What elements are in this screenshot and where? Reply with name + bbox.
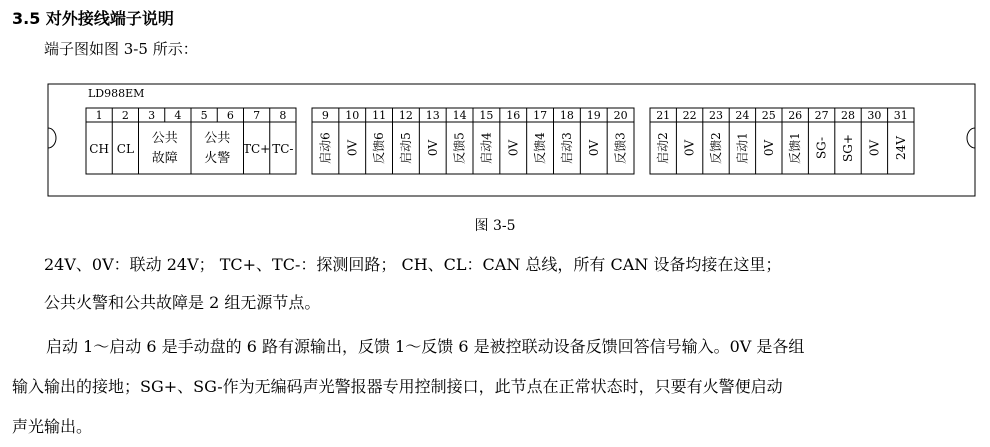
terminal-number: 2 xyxy=(121,109,129,122)
terminal-label: 0V xyxy=(506,139,521,157)
terminal-number: 4 xyxy=(174,109,182,122)
terminal-label-line2: 火警 xyxy=(204,151,231,166)
paragraph-nodes: 公共火警和公共故障是 2 组无源节点。 xyxy=(44,293,321,312)
terminal-number: 30 xyxy=(867,109,882,122)
terminal-label: 反馈5 xyxy=(452,132,467,164)
terminal-label: 反馈3 xyxy=(613,132,628,164)
terminal-number: 13 xyxy=(425,109,440,122)
terminal-number: 16 xyxy=(506,109,521,122)
terminal-number: 7 xyxy=(253,109,261,122)
paragraph-outputs-line3: 声光输出。 xyxy=(12,417,93,436)
terminal-label: 24V xyxy=(893,136,908,160)
terminal-number: 17 xyxy=(533,109,548,122)
terminal-number: 28 xyxy=(841,109,855,122)
terminal-label: SG- xyxy=(814,136,829,160)
terminal-label: 反馈1 xyxy=(788,132,803,164)
section-heading: 3.5 对外接线端子说明 xyxy=(12,9,174,28)
terminal-label: 公共 xyxy=(204,131,231,146)
terminal-number: 11 xyxy=(372,109,387,122)
terminal-label: 0V xyxy=(867,139,882,157)
terminal-label: CL xyxy=(116,142,134,156)
terminal-label: 0V xyxy=(425,139,440,157)
terminal-label: 启动3 xyxy=(559,132,574,164)
terminal-number: 24 xyxy=(735,109,750,122)
terminal-label: 启动2 xyxy=(656,132,671,164)
board-model-label: LD988EM xyxy=(88,87,145,100)
terminal-label: 启动5 xyxy=(398,132,413,164)
intro-text: 端子图如图 3-5 所示： xyxy=(44,40,198,58)
terminal-label: 0V xyxy=(345,139,360,157)
terminal-label: 反馈6 xyxy=(372,132,387,164)
terminal-number: 10 xyxy=(345,109,360,122)
terminal-number: 22 xyxy=(682,109,697,122)
terminal-number: 15 xyxy=(479,109,494,122)
terminal-label: 0V xyxy=(586,139,601,157)
terminal-number: 31 xyxy=(893,109,908,122)
terminal-number: 8 xyxy=(279,109,287,122)
terminal-number: 19 xyxy=(586,109,601,122)
terminal-label: TC+ xyxy=(243,142,271,156)
terminal-number: 18 xyxy=(559,109,574,122)
terminal-label: SG+ xyxy=(841,134,855,162)
paragraph-outputs-line1: 启动 1～启动 6 是手动盘的 6 路有源输出，反馈 1～反馈 6 是被控联动设备反馈回答信号输入。0V 是各组 xyxy=(46,337,805,356)
terminal-label: 启动4 xyxy=(479,132,494,164)
terminal-number: 6 xyxy=(226,109,234,122)
terminal-number: 25 xyxy=(761,109,776,122)
terminal-number: 26 xyxy=(788,109,803,122)
terminal-number: 14 xyxy=(452,109,467,122)
left-mount-notch xyxy=(48,128,56,148)
right-mount-notch xyxy=(967,128,975,148)
terminal-label: CH xyxy=(89,142,109,156)
terminal-number: 21 xyxy=(656,109,671,122)
terminal-number: 12 xyxy=(398,109,413,122)
terminal-label: 反馈4 xyxy=(533,132,548,164)
paragraph-outputs-line2: 输入输出的接地；SG+、SG-作为无编码声光警报器专用控制接口，此节点在正常状态时，只要有火警便启动 xyxy=(12,377,783,396)
figure-caption: 图 3-5 xyxy=(474,218,516,234)
terminal-block-1 xyxy=(86,108,296,174)
terminal-diagram xyxy=(0,0,990,210)
terminal-label: 启动1 xyxy=(735,132,750,164)
terminal-number: 1 xyxy=(95,109,103,122)
terminal-label: 0V xyxy=(682,139,697,157)
terminal-block-3 xyxy=(650,108,914,174)
terminal-block-2 xyxy=(312,108,634,174)
terminal-number: 3 xyxy=(148,109,156,122)
terminal-label: 启动6 xyxy=(318,132,333,164)
paragraph-legend: 24V、0V：联动 24V； TC+、TC-：探测回路； CH、CL：CAN 总线，所有 CAN 设备均接在这里； xyxy=(44,255,782,274)
terminal-label: 反馈2 xyxy=(709,132,723,164)
terminal-label: 0V xyxy=(761,139,776,157)
terminal-label: TC- xyxy=(272,142,294,156)
terminal-label-line2: 故障 xyxy=(151,151,178,166)
terminal-number: 5 xyxy=(200,109,208,122)
terminal-number: 27 xyxy=(814,109,829,122)
terminal-number: 23 xyxy=(709,109,723,122)
terminal-number: 20 xyxy=(613,109,628,122)
terminal-number: 9 xyxy=(321,109,329,122)
terminal-label: 公共 xyxy=(151,131,178,146)
